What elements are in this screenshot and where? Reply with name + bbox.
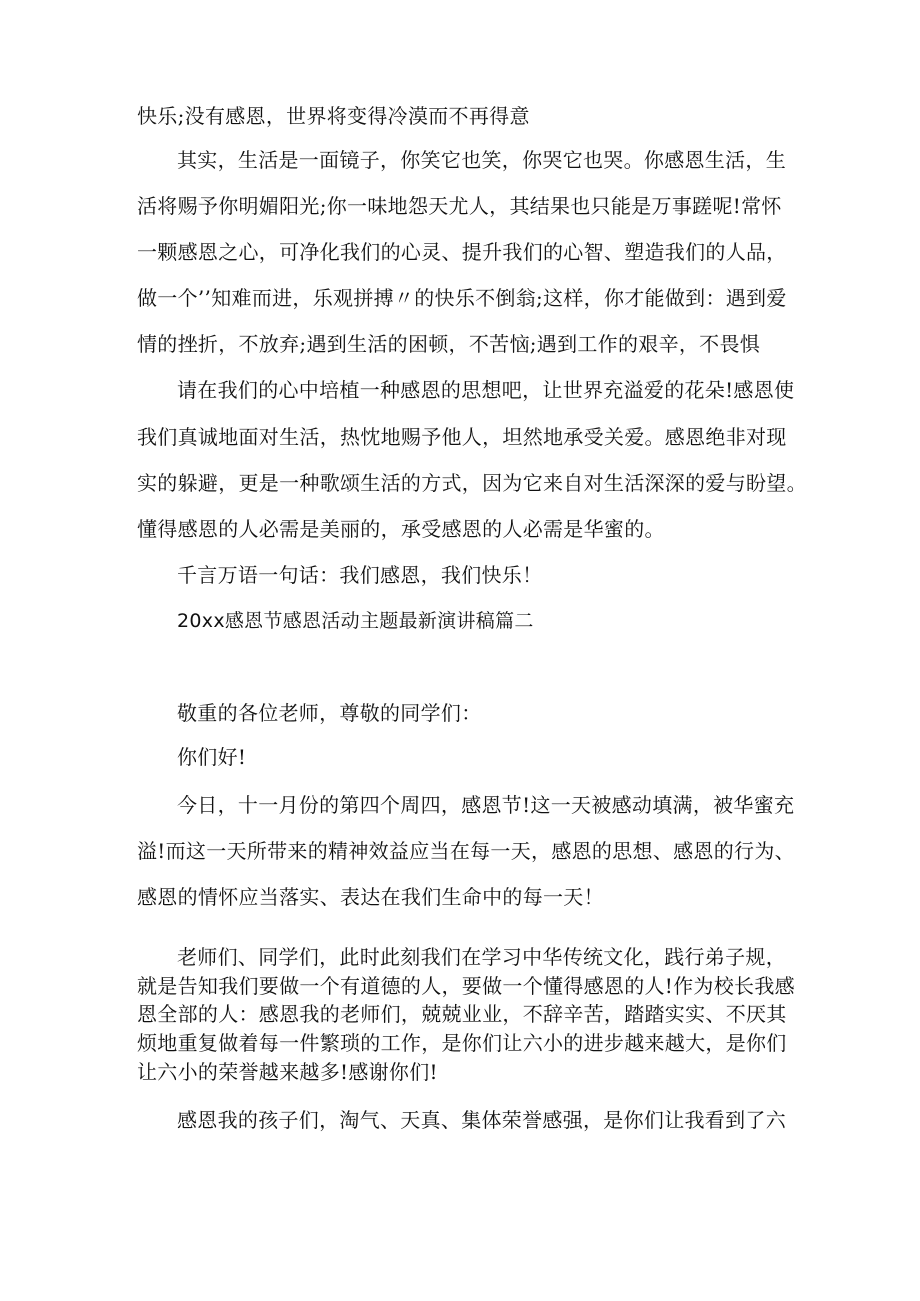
paragraph-4-line-0: 敬重的各位老师，尊敬的同学们：	[177, 701, 482, 725]
paragraph-1-line-0: 其实，生活是一面镜子，你笑它也笑，你哭它也哭。你感恩生活，生	[177, 148, 786, 172]
paragraph-7-line-0: 老师们、同学们，此时此刻我们在学习中华传统文化，践行弟子规，	[177, 945, 786, 969]
paragraph-6-line-0: 今日，十一月份的第四个周四，感恩节!这一天被感动填满，被华蜜充	[177, 793, 795, 817]
paragraph-2-line-2: 实的躲避，更是一种歌颂生活的方式，因为它来自对生活深深的爱与盼望。	[137, 471, 807, 495]
paragraph-7-line-1: 就是告知我们要做一个有道德的人，要做一个懂得感恩的人!作为校长我感	[137, 974, 795, 998]
paragraph-2-line-1: 我们真诚地面对生活，热忱地赐予他人，坦然地承受关爱。感恩绝非对现	[137, 425, 787, 449]
paragraph-1-line-3: 做一个’’知难而进，乐观拼搏〃的快乐不倒翁;这样，你才能做到：遇到爱	[137, 286, 787, 310]
paragraph-0-line-0: 快乐;没有感恩，世界将变得冷漠而不再得意	[137, 104, 530, 128]
section-heading: 20xx感恩节感恩活动主题最新演讲稿篇二	[177, 610, 534, 632]
paragraph-2-line-3: 懂得感恩的人必需是美丽的，承受感恩的人必需是华蜜的。	[137, 517, 665, 541]
paragraph-3-line-0: 千言万语一句话：我们感恩，我们快乐！	[177, 563, 543, 587]
paragraph-7-line-3: 烦地重复做着每一件繁琐的工作，是你们让六小的进步越来越大，是你们	[137, 1031, 787, 1055]
paragraph-6-line-1: 溢!而这一天所带来的精神效益应当在每一天，感恩的思想、感恩的行为、	[137, 839, 795, 863]
paragraph-8-line-0: 感恩我的孩子们，淘气、天真、集体荣誉感强，是你们让我看到了六	[177, 1108, 786, 1132]
paragraph-7-line-2: 恩全部的人：感恩我的老师们，兢兢业业，不辞辛苦，踏踏实实、不厌其	[137, 1002, 787, 1026]
paragraph-6-line-2: 感恩的情怀应当落实、表达在我们生命中的每一天！	[137, 885, 604, 909]
paragraph-2-line-0: 请在我们的心中培植一种感恩的思想吧，让世界充溢爱的花朵!感恩使	[177, 378, 795, 402]
paragraph-1-line-4: 情的挫折，不放弃;遇到生活的困顿，不苦恼;遇到工作的艰辛，不畏惧	[137, 332, 761, 356]
paragraph-5-line-0: 你们好!	[177, 745, 247, 769]
paragraph-1-line-2: 一颗感恩之心，可净化我们的心灵、提升我们的心智、塑造我们的人品，	[137, 240, 787, 264]
paragraph-1-line-1: 活将赐予你明媚阳光;你一味地怨天尤人，其结果也只能是万事蹉呢!常怀	[137, 194, 782, 218]
paragraph-7-line-4: 让六小的荣誉越来越多!感谢你们!	[137, 1060, 438, 1084]
